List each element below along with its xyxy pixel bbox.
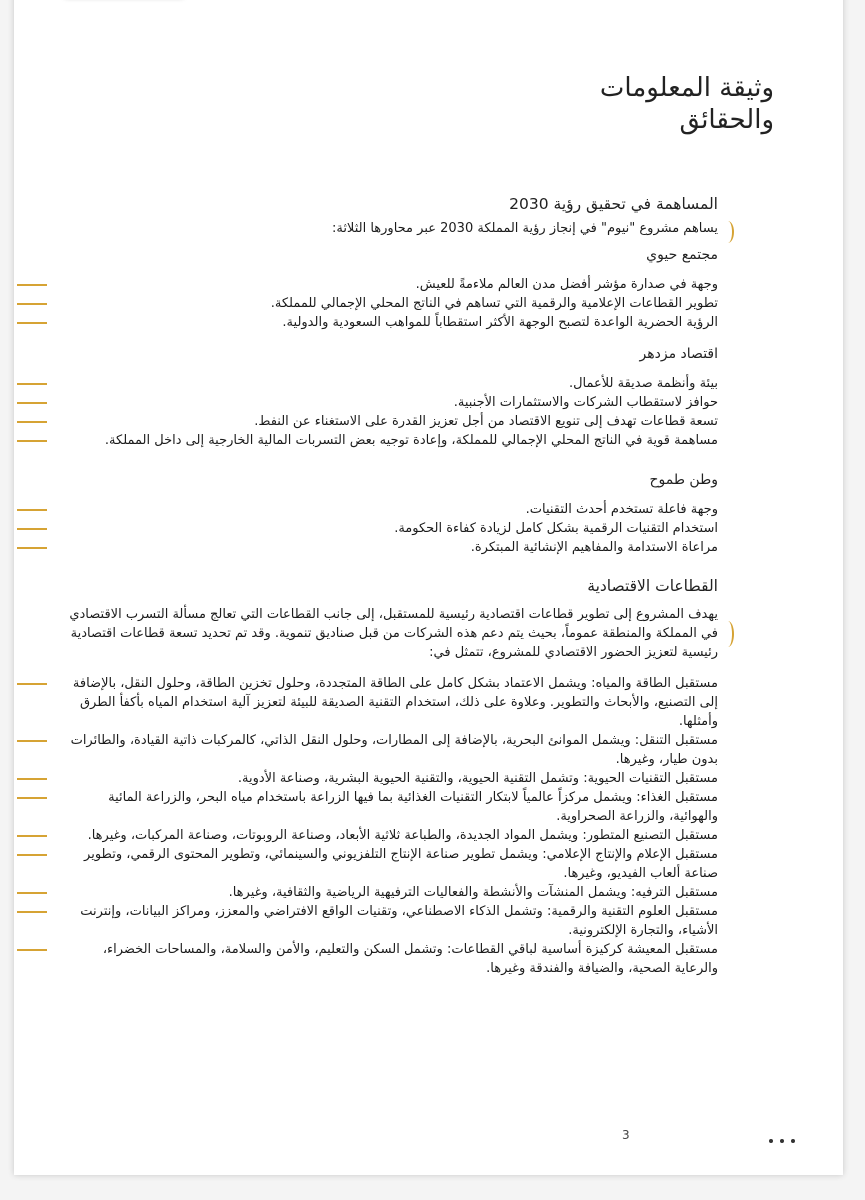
sectors-list — [63, 674, 718, 978]
dash-bullet-icon — [17, 509, 47, 511]
society-section — [63, 245, 718, 332]
dash-bullet-icon — [17, 778, 47, 780]
dash-bullet-icon — [17, 421, 47, 423]
list-item: مستقبل الغذاء: ويشمل مركزاً عالمياً لابتكار التقنيات الغذائية بما فيها الزراعة باستخدام مياه البحر، والزراعة المائية والهوائية، والزراعة الصحراوية. — [63, 788, 718, 826]
nation-list — [63, 500, 718, 557]
dash-bullet-icon — [17, 911, 47, 913]
title-line-1: وثيقة المعلومات — [599, 73, 774, 103]
vision-section — [63, 193, 718, 238]
list-item: مستقبل الطاقة والمياه: ويشمل الاعتماد بشكل كامل على الطاقة المتجددة، وحلول تخزين الطاقة، وحلول النقل، بالإضافة إلى التصنيع، والأبحاث والتطوير. وعلاوة على ذلك، استخدام التقنية الصديقة للبيئة لتعزيز آلية استخدام المياه بأكفأ الطرق وأمثلها. — [63, 674, 718, 731]
page-number: 3 — [622, 1128, 630, 1142]
sectors-heading: القطاعات الاقتصادية — [587, 577, 718, 595]
vision-intro-text: يساهم مشروع "نيوم" في إنجاز رؤية المملكة 2030 عبر محاورها الثلاثة: — [331, 221, 718, 236]
dash-bullet-icon — [17, 797, 47, 799]
nation-section — [63, 470, 718, 557]
dash-bullet-icon — [17, 383, 47, 385]
dot-icon — [780, 1139, 784, 1143]
list-item: مستقبل العلوم التقنية والرقمية: وتشمل الذكاء الاصطناعي، وتقنيات الواقع الافتراضي والمعزز، ومراكز البيانات، وإنترنت الأشياء، والتجارة الإلكترونية. — [63, 902, 718, 940]
list-item: مستقبل المعيشة كركيزة أساسية لباقي القطاعات: وتشمل السكن والتعليم، والأمن والسلامة، والمساحات الخضراء، والرعاية الصحية، والضيافة والفندقة وغيرها. — [63, 940, 718, 978]
list-item: مستقبل التصنيع المتطور: ويشمل المواد الجديدة، والطباعة ثلاثية الأبعاد، وصناعة الروبوتات، وصناعة المركبات، وغيرها. — [63, 826, 718, 845]
economy-section — [63, 344, 718, 450]
economy-list — [63, 374, 718, 450]
list-item: تسعة قطاعات تهدف إلى تنويع الاقتصاد من أجل تعزيز القدرة على الاستغناء عن النفط. — [63, 412, 718, 431]
bracket-icon — [724, 621, 734, 647]
dash-bullet-icon — [17, 854, 47, 856]
list-item: مستقبل الإعلام والإنتاج الإعلامي: ويشمل تطوير صناعة الإنتاج التلفزيوني والسينمائي، وتطوير المحتوى الرقمي، وتطوير صناعة ألعاب الفيديو، وغيرها. — [63, 845, 718, 883]
more-options-icon[interactable] — [769, 1139, 799, 1145]
title-line-2: والحقائق — [679, 105, 774, 135]
vision-intro — [63, 219, 718, 238]
dash-bullet-icon — [17, 683, 47, 685]
dash-bullet-icon — [17, 547, 47, 549]
list-item: بيئة وأنظمة صديقة للأعمال. — [63, 374, 718, 393]
list-item: وجهة فاعلة تستخدم أحدث التقنيات. — [63, 500, 718, 519]
list-item: مستقبل التنقل: ويشمل الموانئ البحرية، بالإضافة إلى المطارات، وحلول النقل الذاتي، كالمركبات ذاتية القيادة، والطائرات بدون طيار، وغيرها. — [63, 731, 718, 769]
society-list — [63, 275, 718, 332]
dash-bullet-icon — [17, 303, 47, 305]
list-item: تطوير القطاعات الإعلامية والرقمية التي تساهم في الناتج المحلي الإجمالي للمملكة. — [63, 294, 718, 313]
economy-heading: اقتصاد مزدهر — [639, 346, 718, 362]
sectors-intro-text: يهدف المشروع إلى تطوير قطاعات اقتصادية رئيسية للمستقبل، إلى جانب القطاعات التي تعالج مسألة التسرب الاقتصادي في المملكة والمنطقة عموماً، بحيث يتم دعم هذه الشركات من قبل صناديق تنموية. وقد تم تحديد تسعة قطاعات اقتصادية رئيسية لتعزيز الحضور الاقتصادي للمشروع، تتمثل في: — [69, 607, 718, 660]
document-body — [63, 193, 718, 978]
dot-icon — [769, 1139, 773, 1143]
list-item: حوافز لاستقطاب الشركات والاستثمارات الأجنبية. — [63, 393, 718, 412]
vision-heading: المساهمة في تحقيق رؤية 2030 — [509, 195, 718, 213]
page-title — [374, 72, 774, 136]
list-item: الرؤية الحضرية الواعدة لتصبح الوجهة الأكثر استقطاباً للمواهب السعودية والدولية. — [63, 313, 718, 332]
dash-bullet-icon — [17, 322, 47, 324]
society-heading: مجتمع حيوي — [646, 247, 718, 263]
dash-bullet-icon — [17, 528, 47, 530]
nation-heading: وطن طموح — [649, 472, 718, 488]
dash-bullet-icon — [17, 740, 47, 742]
sectors-section — [63, 575, 718, 978]
sectors-intro — [63, 605, 718, 662]
dash-bullet-icon — [17, 949, 47, 951]
list-item: وجهة في صدارة مؤشر أفضل مدن العالم ملاءمةً للعيش. — [63, 275, 718, 294]
dash-bullet-icon — [17, 402, 47, 404]
dash-bullet-icon — [17, 284, 47, 286]
bracket-icon — [724, 221, 734, 243]
dash-bullet-icon — [17, 835, 47, 837]
list-item: مساهمة قوية في الناتج المحلي الإجمالي للمملكة، وإعادة توجيه بعض التسربات المالية الخارجية إلى داخل المملكة. — [63, 431, 718, 450]
list-item: استخدام التقنيات الرقمية بشكل كامل لزيادة كفاءة الحكومة. — [63, 519, 718, 538]
list-item: مراعاة الاستدامة والمفاهيم الإنشائية المبتكرة. — [63, 538, 718, 557]
list-item: مستقبل الترفيه: ويشمل المنشآت والأنشطة والفعاليات الترفيهية الرياضية والثقافية، وغيرها. — [63, 883, 718, 902]
list-item: مستقبل التقنيات الحيوية: وتشمل التقنية الحيوية، والتقنية الحيوية البشرية، وصناعة الأدوية. — [63, 769, 718, 788]
dash-bullet-icon — [17, 892, 47, 894]
dot-icon — [791, 1139, 795, 1143]
document-page — [14, 0, 843, 1175]
dash-bullet-icon — [17, 440, 47, 442]
